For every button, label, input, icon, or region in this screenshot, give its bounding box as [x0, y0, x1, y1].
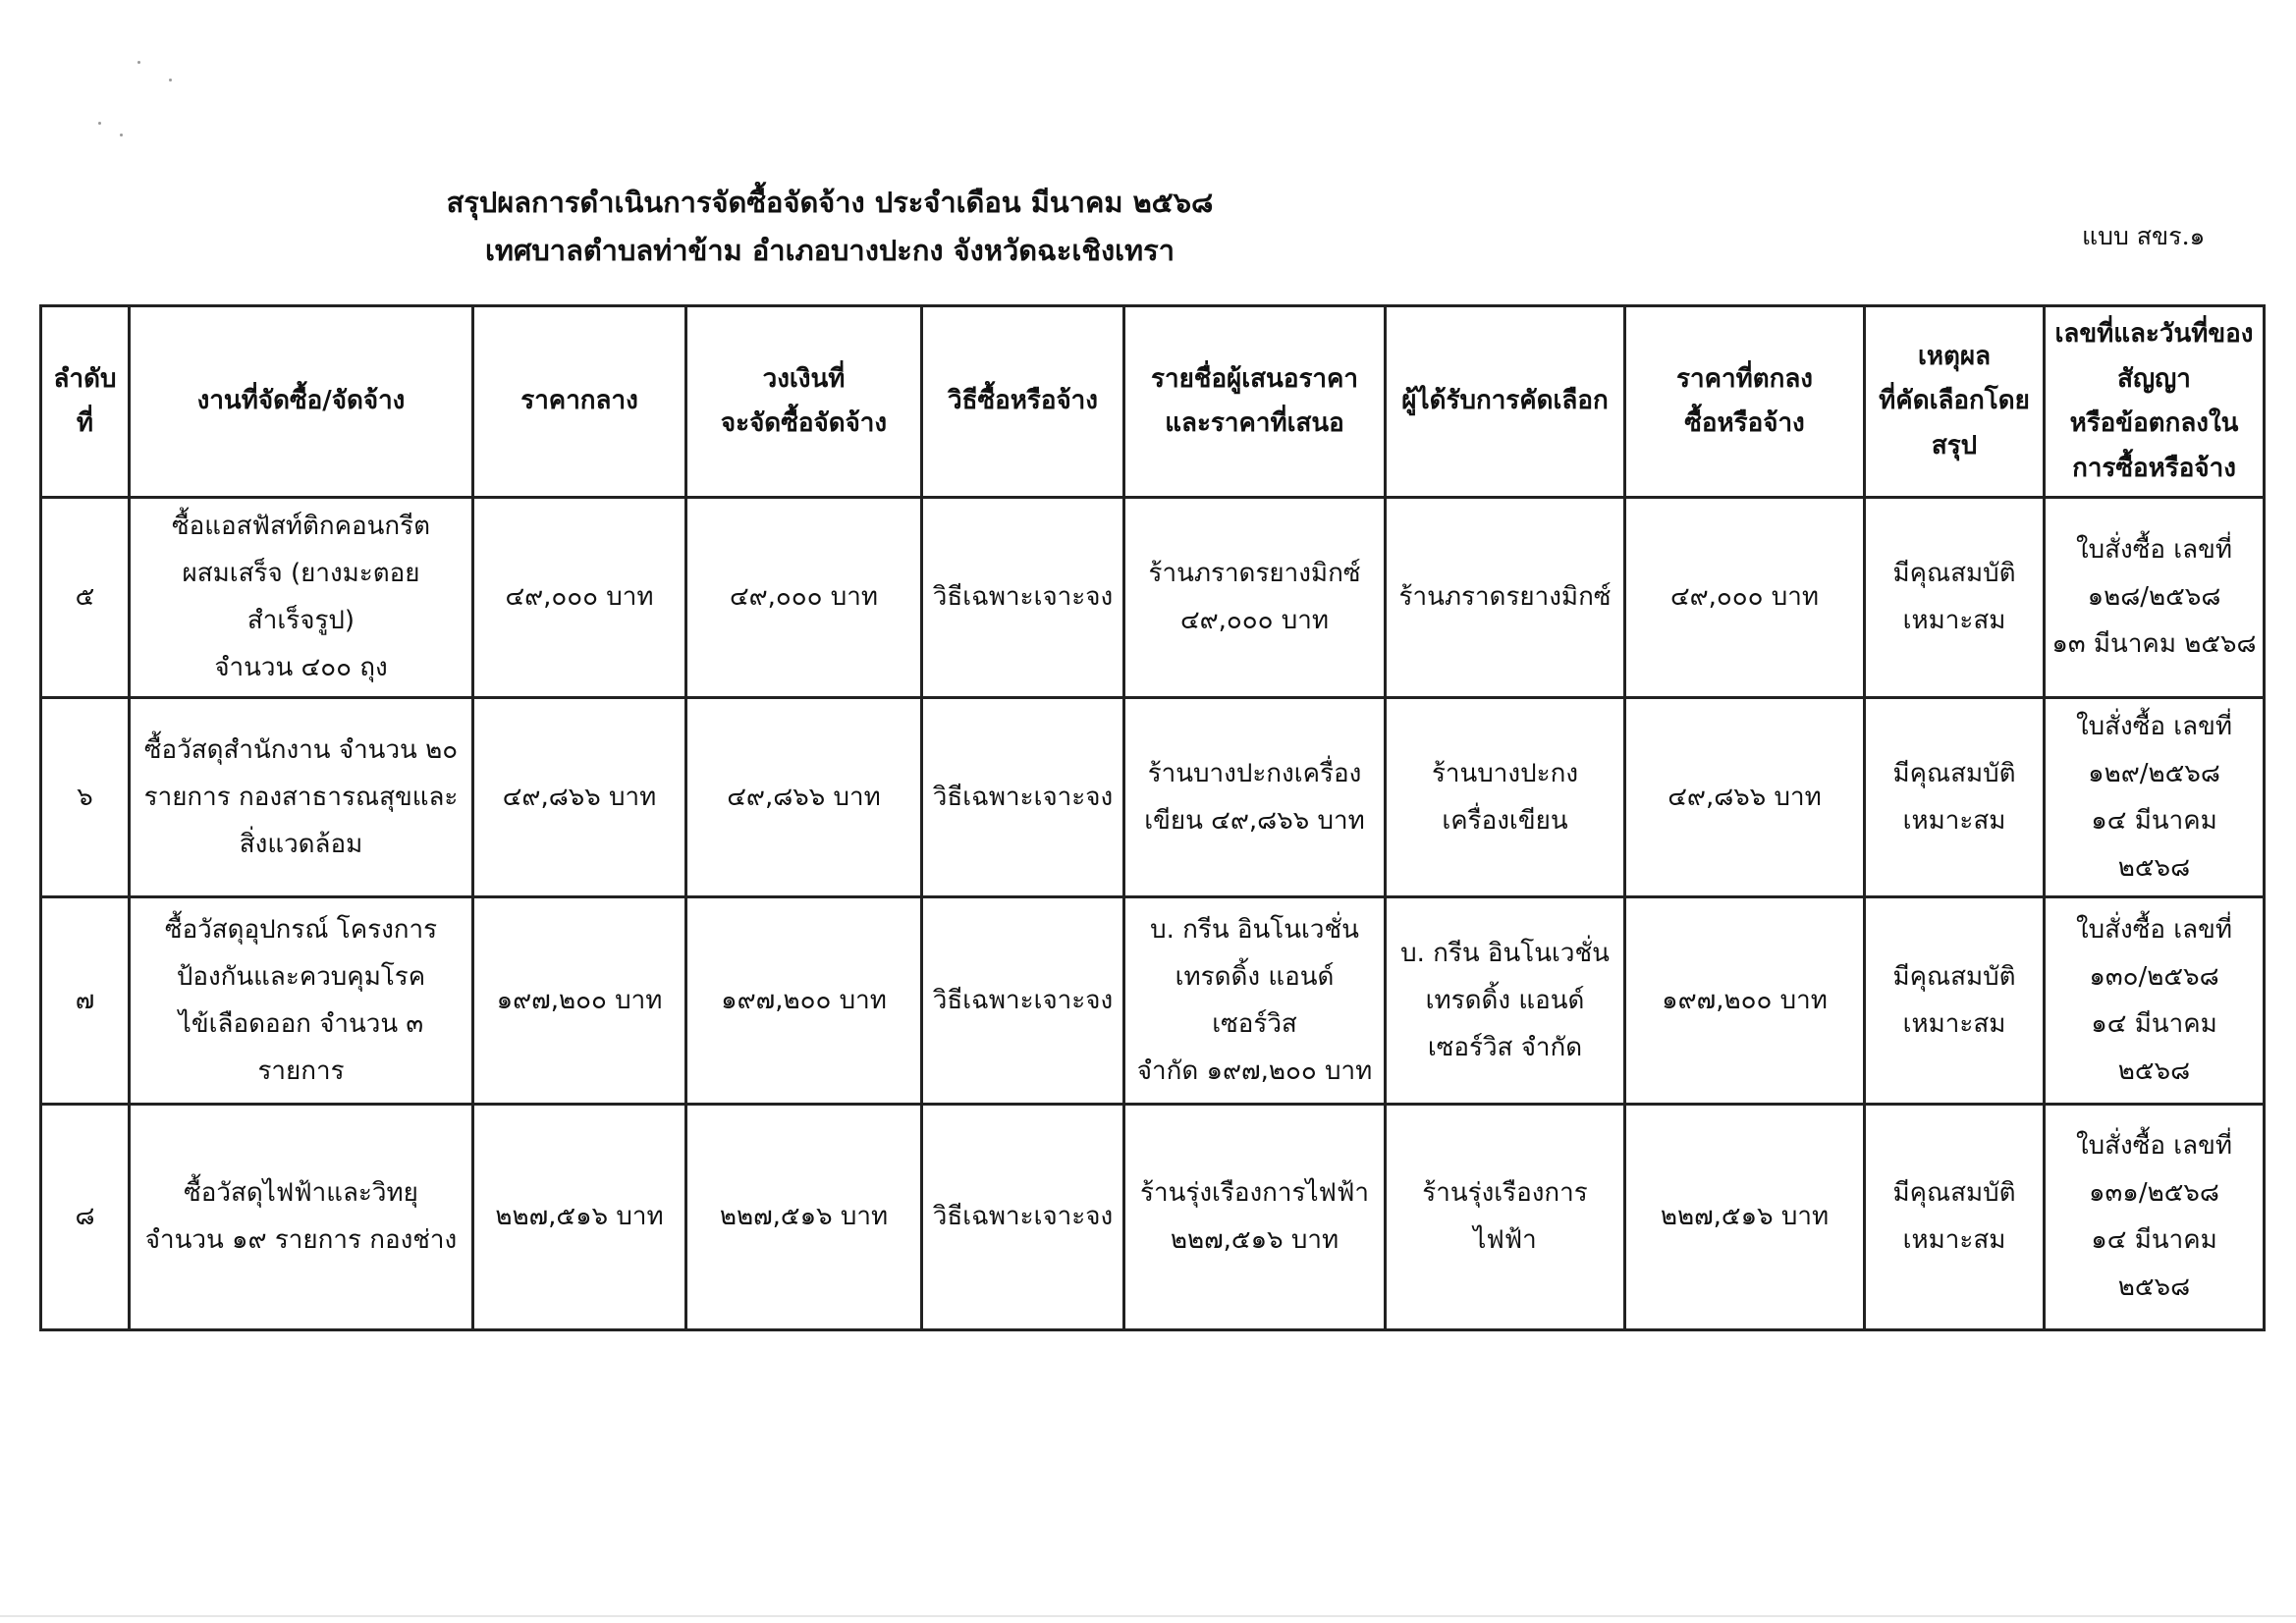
- cell-reason: มีคุณสมบัติ เหมาะสม: [1865, 1104, 2045, 1329]
- scan-speck: [169, 79, 172, 81]
- cell-bidders: บ. กรีน อินโนเวชั่น เทรดดิ้ง แอนด์ เซอร์วิส จำกัด ๑๙๗,๒๐๐ บาท: [1124, 897, 1386, 1104]
- cell-median-price: ๒๒๗,๕๑๖ บาท: [473, 1104, 686, 1329]
- cell-no: ๖: [41, 697, 130, 897]
- cell-no: ๘: [41, 1104, 130, 1329]
- cell-contract: ใบสั่งซื้อ เลขที่ ๑๓๐/๒๕๖๘ ๑๔ มีนาคม ๒๕๖๘: [2045, 897, 2265, 1104]
- cell-method: วิธีเฉพาะเจาะจง: [922, 1104, 1124, 1329]
- cell-agreed-price: ๔๙,๐๐๐ บาท: [1625, 498, 1865, 698]
- cell-budget: ๑๙๗,๒๐๐ บาท: [686, 897, 922, 1104]
- cell-method: วิธีเฉพาะเจาะจง: [922, 897, 1124, 1104]
- cell-selected: บ. กรีน อินโนเวชั่น เทรดดิ้ง แอนด์ เซอร์วิส จำกัด: [1386, 897, 1625, 1104]
- scan-speck: [137, 61, 140, 64]
- header-item: งานที่จัดซื้อ/จัดจ้าง: [130, 306, 473, 498]
- cell-bidders: ร้านภราดรยางมิกซ์ ๔๙,๐๐๐ บาท: [1124, 498, 1386, 698]
- table-row: [41, 697, 2265, 897]
- cell-budget: ๔๙,๘๖๖ บาท: [686, 697, 922, 897]
- cell-median-price: ๔๙,๐๐๐ บาท: [473, 498, 686, 698]
- cell-reason: มีคุณสมบัติ เหมาะสม: [1865, 498, 2045, 698]
- cell-method: วิธีเฉพาะเจาะจง: [922, 697, 1124, 897]
- cell-contract: ใบสั่งซื้อ เลขที่ ๑๒๘/๒๕๖๘ ๑๓ มีนาคม ๒๕๖๘: [2045, 498, 2265, 698]
- cell-item: ซื้อวัสดุสำนักงาน จำนวน ๒๐ รายการ กองสาธารณสุขและ สิ่งแวดล้อม: [130, 697, 473, 897]
- header-agreed-price: ราคาที่ตกลง ซื้อหรือจ้าง: [1625, 306, 1865, 498]
- cell-agreed-price: ๔๙,๘๖๖ บาท: [1625, 697, 1865, 897]
- scan-speck: [98, 122, 101, 125]
- header-reason: เหตุผล ที่คัดเลือกโดย สรุป: [1865, 306, 2045, 498]
- document-title: สรุปผลการดำเนินการจัดซื้อจัดจ้าง ประจำเดือน มีนาคม ๒๕๖๘: [446, 186, 1214, 219]
- cell-contract: ใบสั่งซื้อ เลขที่ ๑๓๑/๒๕๖๘ ๑๔ มีนาคม ๒๕๖๘: [2045, 1104, 2265, 1329]
- cell-item: ซื้อวัสดุอุปกรณ์ โครงการ ป้องกันและควบคุมโรค ไข้เลือดออก จำนวน ๓ รายการ: [130, 897, 473, 1104]
- cell-item: ซื้อแอสฟัสท์ติกคอนกรีต ผสมเสร็จ (ยางมะตอยสำเร็จรูป) จำนวน ๔๐๐ ถุง: [130, 498, 473, 698]
- cell-selected: ร้านรุ่งเรืองการไฟฟ้า: [1386, 1104, 1625, 1329]
- cell-bidders: ร้านรุ่งเรืองการไฟฟ้า ๒๒๗,๕๑๖ บาท: [1124, 1104, 1386, 1329]
- cell-selected: ร้านบางปะกง เครื่องเขียน: [1386, 697, 1625, 897]
- cell-no: ๗: [41, 897, 130, 1104]
- cell-reason: มีคุณสมบัติ เหมาะสม: [1865, 697, 2045, 897]
- cell-method: วิธีเฉพาะเจาะจง: [922, 498, 1124, 698]
- header-method: วิธีซื้อหรือจ้าง: [922, 306, 1124, 498]
- cell-contract: ใบสั่งซื้อ เลขที่ ๑๒๙/๒๕๖๘ ๑๔ มีนาคม ๒๕๖๘: [2045, 697, 2265, 897]
- cell-agreed-price: ๑๙๗,๒๐๐ บาท: [1625, 897, 1865, 1104]
- cell-budget: ๔๙,๐๐๐ บาท: [686, 498, 922, 698]
- header-contract: เลขที่และวันที่ของ สัญญา หรือข้อตกลงใน การซื้อหรือจ้าง: [2045, 306, 2265, 498]
- document-subtitle: เทศบาลตำบลท่าข้าม อำเภอบางปะกง จังหวัดฉะเชิงเทรา: [484, 234, 1175, 267]
- header-bidders: รายชื่อผู้เสนอราคา และราคาที่เสนอ: [1124, 306, 1386, 498]
- table-row: [41, 498, 2265, 698]
- cell-median-price: ๑๙๗,๒๐๐ บาท: [473, 897, 686, 1104]
- cell-budget: ๒๒๗,๕๑๖ บาท: [686, 1104, 922, 1329]
- cell-item: ซื้อวัสดุไฟฟ้าและวิทยุ จำนวน ๑๙ รายการ กองช่าง: [130, 1104, 473, 1329]
- header-selected: ผู้ได้รับการคัดเลือก: [1386, 306, 1625, 498]
- header-no: ลำดับที่: [41, 306, 130, 498]
- cell-reason: มีคุณสมบัติ เหมาะสม: [1865, 897, 2045, 1104]
- header-budget: วงเงินที่ จะจัดซื้อจัดจ้าง: [686, 306, 922, 498]
- scan-speck: [120, 134, 123, 136]
- procurement-table: [39, 304, 2266, 1331]
- form-code: แบบ สขร.๑: [2082, 222, 2206, 250]
- header-median-price: ราคากลาง: [473, 306, 686, 498]
- scan-edge: [0, 1615, 2296, 1617]
- table-row: [41, 897, 2265, 1104]
- cell-bidders: ร้านบางปะกงเครื่อง เขียน ๔๙,๘๖๖ บาท: [1124, 697, 1386, 897]
- table-header-row: [41, 306, 2265, 498]
- table-row: [41, 1104, 2265, 1329]
- cell-median-price: ๔๙,๘๖๖ บาท: [473, 697, 686, 897]
- cell-no: ๕: [41, 498, 130, 698]
- cell-selected: ร้านภราดรยางมิกซ์: [1386, 498, 1625, 698]
- cell-agreed-price: ๒๒๗,๕๑๖ บาท: [1625, 1104, 1865, 1329]
